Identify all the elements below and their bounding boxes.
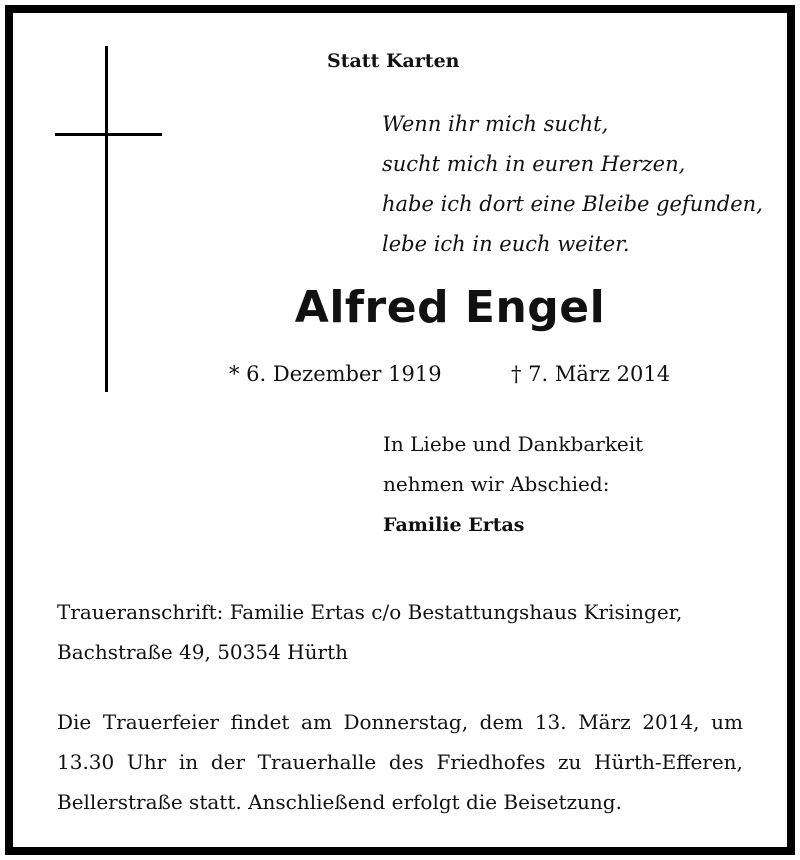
ceremony-word: um	[711, 710, 743, 734]
address-line: Bachstraße 49, 50354 Hürth	[57, 640, 348, 664]
statt-karten-heading: Statt Karten	[327, 50, 460, 72]
ceremony-word: Die	[57, 710, 92, 734]
deceased-name-row	[0, 282, 800, 333]
deceased-name: Alfred Engel	[294, 282, 606, 333]
ceremony-line: Bellerstraße statt. Anschließend erfolgt die Beisetzung.	[57, 790, 622, 814]
ceremony-word: findet	[230, 710, 290, 734]
ceremony-word: 2014,	[642, 710, 700, 734]
farewell-text	[383, 424, 643, 504]
poem	[382, 104, 763, 264]
farewell-line: In Liebe und Dankbarkeit	[383, 432, 644, 456]
ceremony-word: Donnerstag,	[343, 710, 469, 734]
ceremony-word: am	[301, 710, 332, 734]
ceremony-word: März	[578, 710, 631, 734]
death-date: † 7. März 2014	[511, 362, 671, 386]
ceremony-word: Trauerhalle	[257, 750, 377, 774]
cross-icon	[105, 46, 108, 392]
ceremony-word: Friedhofes	[436, 750, 546, 774]
poem-line: lebe ich in euch weiter.	[382, 232, 630, 256]
poem-line: Wenn ihr mich sucht,	[382, 112, 609, 136]
ceremony-word: Uhr	[126, 750, 167, 774]
family-signature: Familie Ertas	[383, 514, 525, 536]
ceremony-word: in	[178, 750, 199, 774]
ceremony-word: 13.30	[57, 750, 115, 774]
poem-line: sucht mich in euren Herzen,	[382, 152, 686, 176]
ceremony-word: dem	[479, 710, 524, 734]
poem-line: habe ich dort eine Bleibe gefunden,	[382, 192, 763, 216]
ceremony-line	[57, 702, 743, 742]
ceremony-word: des	[388, 750, 424, 774]
ceremony-word: zu	[558, 750, 582, 774]
birth-date: * 6. Dezember 1919	[229, 362, 442, 386]
ceremony-notice	[57, 702, 743, 822]
farewell-line: nehmen wir Abschied:	[383, 472, 610, 496]
ceremony-word: Trauerfeier	[102, 710, 219, 734]
cross-icon-bar	[55, 133, 162, 136]
address-line: Traueranschrift: Familie Ertas c/o Bestattungshaus Krisinger,	[57, 600, 683, 624]
mourning-address	[57, 592, 682, 672]
ceremony-line	[57, 742, 743, 782]
ceremony-word: 13.	[534, 710, 567, 734]
ceremony-word: Hürth-Efferen,	[594, 750, 743, 774]
ceremony-word: der	[210, 750, 246, 774]
